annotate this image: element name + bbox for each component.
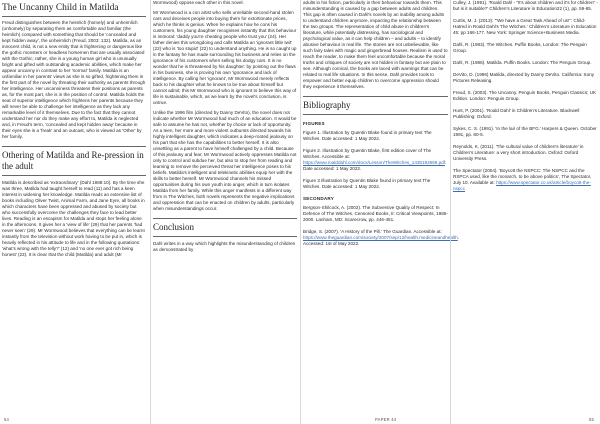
paragraph: Mr Wormwood is a con artist who sells unreliable second-hand stolen cars and deceives people into buying them for extortionate prices, which he thinks is genius. When he explains how he cons his customers, his young daughter recognises instantly that this behaviour is immoral: 'daddy you're cheating people who trust you' (24). Her father denies this wrongdoing and calls Matilda an 'ignorant little twit' (22) who is 'too stupid' (22) to understand anything. He is so caught up in the fantasy he has made surrounding his business and relies on the ignorance of his customers when selling his dodgy cars. It is no wonder that he is threatened by his daughter: by pointing out the flaws in his business, she is proving his own 'ignorance and lack of intelligence. By calling her 'ignorant', Mr Wormwood merely reflects back to his daughter what he knows to be true about himself but cannot admit; this Mr Wormwood who is ignorant to believe this way of life is sustainable, which, as we learn by the novel's conclusion, is untrue. xyxy=(153,10,297,105)
reference-link[interactable]: https://www.roalddahl.com/docs/Lesson/TheWitches_1435192669.pdf xyxy=(303,160,445,165)
figure-reference-date: . Date accessed: 1 May 2022. xyxy=(303,160,447,171)
section-heading-bibliography: Bibliography xyxy=(303,96,448,115)
bibliography-entry: DeVito, D. (1996) Matilda, directed by Danny DeVito. California: Sony Pictures Releasing. xyxy=(453,72,595,83)
paragraph: Freud distinguishes between the heimlich (homely) and unheimlich (unhomely) by separating them as comfortable and familiar (the heimlich) compared with something that should be 'concealed and kept hidden away', the unheimlich (Freud, 2003: 132). Matilda, as an innocent child, is not a new entity that is frightening or dangerous like the gothic monsters or headless horsemen that are usually associated with the Gothic; rather, she is a young human girl who is unusually bright and gifted with outstanding academic abilities, which make her appear uncanny in contrast to her 'normal' family. Matilda is an unfamiliar in her parents' views as she is so gifted, frightening them in the first part of the novel by threating their authority as parents through her intelligence. Her uncanniness threatens their positions as parents as, for the most part, she is in the position of control. Matilda holds the seat of superior intelligence which frightens her parents because they will never be able to challenge her intelligence as they lack any remarkable level of it themselves. Due to the fact that they cannot understand her nor do they make any effort to, Matilda is neglected and, in Freud's term, 'concealed and kept hidden away' because in their eyes she is a 'freak' and an outcast, who is viewed as 'Other' by her family. xyxy=(2,20,146,139)
column-divider xyxy=(150,0,151,424)
bibliography-entry: Freud, S. (2003). The Uncanny. Penguin Books, Penguin Classics; UK Edition. London: Penguin Group. xyxy=(453,90,597,101)
page-number-right: 55 xyxy=(588,417,594,422)
figure-reference-text: Figure 2. Illustration by Quentin Blake, first edition cover of The Witches. Accessible at: xyxy=(303,148,432,159)
bibliography-entry xyxy=(453,168,598,192)
figure-reference: Figure 1. Illustration by Quentin Blake found in primary text The Witches. Date accessed: 1 May 2022. xyxy=(303,130,432,141)
bibliography-entry: Reynolds, K. (2011). 'The cultural value of children's literature' in Children's Literature: a very short introduction. Oxford: Oxford University Press. xyxy=(453,144,584,161)
article-title: The Uncanny Child in Matilda xyxy=(2,2,146,17)
column-1 xyxy=(2,0,146,262)
bibliography-entry-text: The Spectator (2004). 'Boycott the NSPCC: The NSPCC and the RSPCA used, like the monarch, to be above politics', The Spectator, July 10. Available at: xyxy=(453,168,592,185)
reference-link[interactable]: https://www.spectator.co.uk/article/boycott-the-nspcc xyxy=(453,180,591,191)
bibliography-entry: Culley, J. (1991). 'Roald Dahl - "It's about children and it's for children" - but is it suitable?' Children's Literature in Education22 (1), pp. 59-65. xyxy=(453,0,598,11)
column-3 xyxy=(303,0,460,253)
reference-link[interactable]: https://www.theguardian.com/society/2007/sep/12/health.medicineandhealth xyxy=(303,235,458,240)
paragraph: Dahl writes in a way which highlights the misunderstanding of children as demonstrated by xyxy=(153,241,296,252)
bibliography-entry: Dahl, R. (1983). The Witches. Puffin Books, London: The Penguin Group. xyxy=(453,42,587,53)
secondary-reference xyxy=(303,229,460,247)
column-4 xyxy=(453,0,598,198)
paragraph: adults in his fiction, particularly in their behaviour towards them. This misunderstanding is caused by a gap between adults and children. This gap is often caused in Dahl's novels by an inability among adults to understand children anymore, impacting the relationship between the two groups. The representation of child abuse in children's literature, while potentially distressing, has sociological and psychological value, as it can help children – and adults – to identify abusive behaviour in real life. The stories are not unbelievable, like such fairy tales with magic and gingerbread houses. Realism is used to reach the reader, to make them feel uncomfortable because the moral truths and critiques of society are not hidden in fantasy but are plain to see. Although comical, the books are laced with warnings that can be related to real life situations. In this sense, Dahl provides tools to empower and better equip children to overcome oppression should they experience it themselves. xyxy=(303,0,448,89)
publication-label: PAPER 44 xyxy=(375,417,397,422)
column-2 xyxy=(153,0,297,257)
secondary-label: SECONDARY xyxy=(303,196,334,201)
secondary-reference-text: Bridge, S. (2007). 'A History of the Pill.' The Guardian. Accessible at: xyxy=(303,229,442,234)
bibliography-entry: Curtis, M. J. (2013): '"We have a Great Task Ahead of us!": Child-Hatred in Roald Dahl's The Witches.' Children's Literature in Education 45: pp 166-177. New York: Springer Science+Business Media. xyxy=(453,18,597,35)
paragraph: Wormwood) oppose each other in this novel. xyxy=(153,0,244,5)
page-number-left: 54 xyxy=(4,417,10,422)
column-divider xyxy=(450,0,451,424)
page-gutter xyxy=(300,0,301,424)
secondary-reference-date: . Accessed: 1st of May 2022. xyxy=(303,235,460,246)
figures-label: FIGURES xyxy=(303,121,325,126)
bibliography-entry: Hunt, P. (2001). 'Roald Dahl' in Children's Literature. Blackwell Publishing: Oxford. xyxy=(453,108,580,119)
paragraph: Matilda is described as 'extraordinary' (Dahl 1988:10). By the time she was three, Matilda had taught herself to read (11) and has a keen interest in widening her knowledge. Matilda reads an extensive list of books including Oliver Twist, Animal Farm, and Jane Eyre, all books in which characters have been oppressed and abused by society but who successfully overcome the challenges they face to lead better lives. Reading is an escapism for Matilda and stops her feeling alone in the afternoons. It gives her a 'view of life' (29) that her parents 'had never seen' (29). Mr Wormwood believes that everything can be learnt instantly from the television without work having to be put in, which is heavily reflected in his attitude to life and in the following quotations: 'what's wrong with the telly?' (12) and 'no one ever got rich being honest' (23). It is clear that the child (Matilda) and adult (Mr xyxy=(2,180,145,257)
bibliography-entry: Sykes, C. S. (1991). 'In the lair of the BFG.' Harpers & Queen. October 1991, pp. 80-5. xyxy=(453,126,597,137)
figure-reference: Figure 3 Illustration by Quentin Blake found in primary text The Witches. Date accessed: 1 May 2022. xyxy=(303,178,431,189)
section-heading-othering: Othering of Matilda and Re-pression in the adult xyxy=(2,146,146,176)
figure-reference xyxy=(303,148,448,172)
secondary-reference: Bergson-Shilcock, A. (2002). The Subversive Quality of Respect: In Defence of The Witches. Censored Books, II: Critical Viewpoints, 1985-2000. Lanham, MD: Scarecrow, pp. 446-451. xyxy=(303,205,448,222)
section-heading-conclusion: Conclusion xyxy=(153,218,297,237)
bibliography-entry: Dahl, R. (1988). Matilda. Puffin Books. London: The Penguin Group. xyxy=(453,60,592,65)
paragraph: Unlike the 1996 film (directed by Danny DeVito), the novel does not indicate whether Mr Wormwood had much of an education. It would be safe to assume he has not, whether by choice or lack of opportunity. As a teen, her more and more violent outbursts directed towards his highly intelligent daughter, which indicates a deep-rooted jealousy on his part that she has the capabilities to better herself. It is also unsettling as a parent to have himself challenged by a child. Because of this jealousy and fear, Mr Wormwood actively oppresses Matilda not only to control and subdue her, but also to stop her from reading and learning to remove the perceived threat her intelligence poses to his beliefs. Matilda's intelligent and telekinetic abilities equip her with the skills to better herself. Mr Wormwood channels his missed opportunities during his own youth into anger, which in turn isolates Matilda from her family. While this anger manifests in a different way from in The Witches, both novels represents the negative implications and oppression that can be enacted on children by adults, particularly when misunderstandings occur. xyxy=(153,110,297,211)
